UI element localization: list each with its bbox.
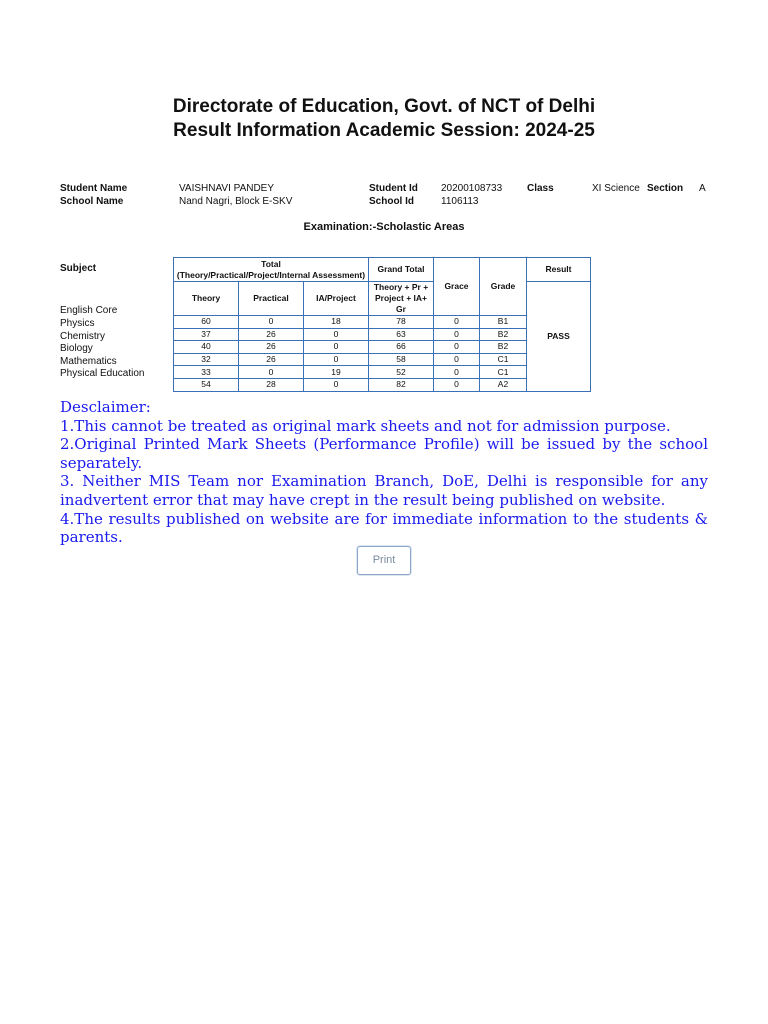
student-name-value: VAISHNAVI PANDEY (179, 183, 275, 194)
school-id-value: 1106113 (441, 196, 479, 207)
grand-total-subheader: Theory + Pr + Project + IA+ Gr (369, 282, 434, 316)
practical-cell: 28 (239, 378, 304, 391)
student-id-label: Student Id (369, 183, 418, 194)
grade-cell: A2 (480, 378, 527, 391)
total-cell: 52 (369, 366, 434, 379)
theory-header: Theory (174, 282, 239, 316)
exam-title: Examination:-Scholastic Areas (303, 221, 465, 233)
student-name-label: Student Name (60, 183, 128, 194)
grace-cell: 0 (434, 341, 480, 354)
class-value: XI Science (592, 183, 640, 194)
subject-name: Biology (60, 343, 93, 354)
disclaimer-point-3: 3. Neither MIS Team nor Examination Branch, DoE, Delhi is responsible for any inadvertent error that may have crept in the result being published on website. (60, 472, 708, 509)
disclaimer-title: Desclaimer: (60, 398, 151, 416)
total-cell: 66 (369, 341, 434, 354)
practical-cell: 26 (239, 353, 304, 366)
school-name-label: School Name (60, 196, 124, 207)
practical-cell: 26 (239, 328, 304, 341)
grace-cell: 0 (434, 328, 480, 341)
total-cell: 82 (369, 378, 434, 391)
result-value: PASS (527, 282, 591, 392)
subject-name: English Core (60, 305, 118, 316)
grace-cell: 0 (434, 316, 480, 329)
section-value: A (699, 183, 706, 194)
theory-cell: 54 (174, 378, 239, 391)
print-button[interactable]: Print (357, 546, 411, 575)
theory-cell: 37 (174, 328, 239, 341)
theory-cell: 32 (174, 353, 239, 366)
page-title-line2: Result Information Academic Session: 2024-25 (173, 120, 595, 141)
practical-cell: 26 (239, 341, 304, 354)
grade-cell: B2 (480, 328, 527, 341)
grace-header: Grace (434, 258, 480, 316)
disclaimer-block (60, 398, 708, 547)
practical-cell: 0 (239, 366, 304, 379)
subject-header: Subject (60, 263, 97, 274)
total-cell: 78 (369, 316, 434, 329)
subject-name: Mathematics (60, 356, 117, 367)
practical-header: Practical (239, 282, 304, 316)
student-id-value: 20200108733 (441, 183, 503, 194)
ia-cell: 18 (304, 316, 369, 329)
grade-header: Grade (480, 258, 527, 316)
disclaimer-point-2: 2.Original Printed Mark Sheets (Performance Profile) will be issued by the school separately. (60, 435, 708, 472)
grade-cell: B2 (480, 341, 527, 354)
subject-name: Physics (60, 318, 95, 329)
grade-cell: C1 (480, 366, 527, 379)
page-title-line1: Directorate of Education, Govt. of NCT of Delhi (172, 96, 596, 117)
grace-cell: 0 (434, 378, 480, 391)
school-name-value: Nand Nagri, Block E-SKV (179, 196, 293, 207)
marks-table (173, 257, 591, 392)
subject-name: Physical Education (60, 368, 145, 379)
theory-cell: 60 (174, 316, 239, 329)
ia-cell: 0 (304, 378, 369, 391)
grade-cell: C1 (480, 353, 527, 366)
ia-cell: 0 (304, 341, 369, 354)
class-label: Class (527, 183, 554, 194)
grand-total-header: Grand Total (369, 258, 434, 282)
section-label: Section (647, 183, 684, 194)
ia-cell: 0 (304, 353, 369, 366)
school-id-label: School Id (369, 196, 414, 207)
grade-cell: B1 (480, 316, 527, 329)
subject-name: Chemistry (60, 331, 106, 342)
grace-cell: 0 (434, 366, 480, 379)
total-cell: 58 (369, 353, 434, 366)
disclaimer-point-4: 4.The results published on website are for immediate information to the students & parents. (60, 509, 708, 547)
result-header: Result (527, 258, 591, 282)
total-header: Total (Theory/Practical/Project/Internal Assessment) (174, 258, 369, 282)
theory-cell: 40 (174, 341, 239, 354)
theory-cell: 33 (174, 366, 239, 379)
practical-cell: 0 (239, 316, 304, 329)
ia-cell: 19 (304, 366, 369, 379)
disclaimer-point-1: 1.This cannot be treated as original mark sheets and not for admission purpose. (60, 416, 671, 435)
total-cell: 63 (369, 328, 434, 341)
ia-project-header: IA/Project (304, 282, 369, 316)
ia-cell: 0 (304, 328, 369, 341)
grace-cell: 0 (434, 353, 480, 366)
